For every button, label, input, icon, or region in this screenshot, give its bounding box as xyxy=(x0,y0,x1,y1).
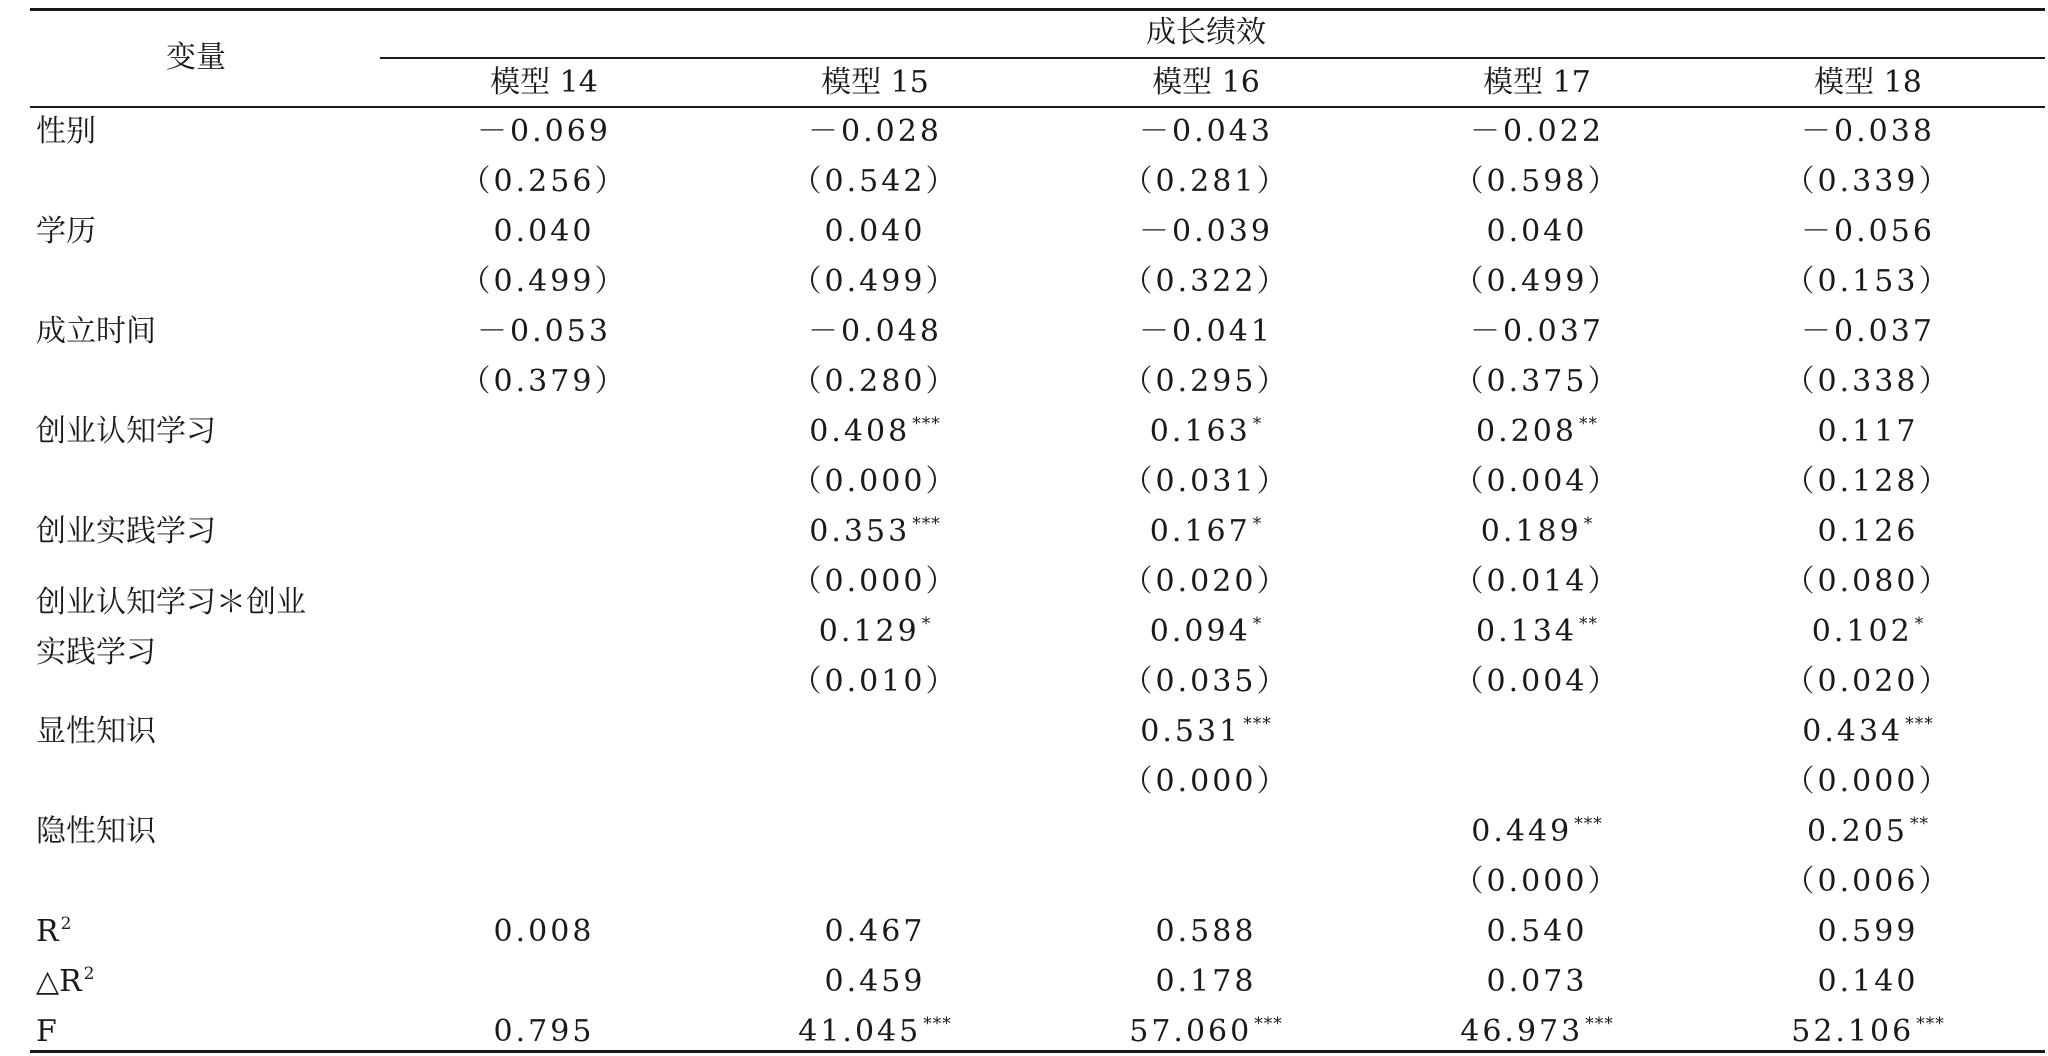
p-value-cell: （0.375） xyxy=(1453,364,1621,399)
row-label: 学历 xyxy=(36,214,96,249)
stat-value-cell: 41.045 *** xyxy=(798,1014,952,1049)
stat-value-cell: 0.599 xyxy=(1817,914,1919,949)
coefficient-cell: 0.205 ** xyxy=(1807,814,1929,849)
coefficient-cell: 0.189 * xyxy=(1480,514,1594,549)
coefficient-cell: －0.053 xyxy=(477,314,611,349)
coefficient-cell: －0.039 xyxy=(1139,214,1273,249)
stat-value-cell: 57.060 *** xyxy=(1129,1014,1283,1049)
header-bottom-rule xyxy=(30,106,2045,108)
model-header: 模型 14 xyxy=(490,65,598,100)
coefficient-cell: 0.102 * xyxy=(1811,614,1925,649)
p-value-cell: （0.004） xyxy=(1453,464,1621,499)
p-value-cell: （0.035） xyxy=(1122,664,1290,699)
coefficient-cell: 0.163 * xyxy=(1149,414,1263,449)
p-value-cell: （0.256） xyxy=(460,164,628,199)
coefficient-cell: 0.353 *** xyxy=(809,514,941,549)
p-value-cell: （0.128） xyxy=(1784,464,1952,499)
row-label: 显性知识 xyxy=(36,714,156,749)
row-label: 创业认知学习 xyxy=(36,414,216,449)
row-label: 隐性知识 xyxy=(36,814,156,849)
p-value-cell: （0.020） xyxy=(1784,664,1952,699)
coefficient-cell: －0.037 xyxy=(1801,314,1935,349)
p-value-cell: （0.031） xyxy=(1122,464,1290,499)
stat-value-cell: 0.008 xyxy=(493,914,595,949)
significance-stars: *** xyxy=(912,514,941,534)
superscript: 2 xyxy=(83,964,96,984)
row-label: 性别 xyxy=(36,114,96,149)
coefficient-cell: －0.056 xyxy=(1801,214,1935,249)
coefficient-cell: －0.041 xyxy=(1139,314,1273,349)
p-value-cell: （0.000） xyxy=(1784,764,1952,799)
p-value-cell: （0.499） xyxy=(1453,264,1621,299)
p-value-cell: （0.281） xyxy=(1122,164,1290,199)
stat-label: △R $^2$ xyxy=(36,964,96,999)
p-value-cell: （0.010） xyxy=(791,664,959,699)
top-rule xyxy=(30,8,2045,11)
stat-value-cell: 0.795 xyxy=(493,1014,595,1049)
group-header: 成长绩效 xyxy=(1146,15,1266,50)
coefficient-cell: －0.022 xyxy=(1470,114,1604,149)
row-label: 创业认知学习＊创业 xyxy=(36,585,306,620)
significance-stars: *** xyxy=(912,414,941,434)
stat-value-cell: 0.459 xyxy=(824,964,926,999)
row-label-cont: 实践学习 xyxy=(36,635,156,670)
stat-value-cell: 46.973 *** xyxy=(1460,1014,1614,1049)
p-value-cell: （0.379） xyxy=(460,364,628,399)
model-header: 模型 18 xyxy=(1814,65,1922,100)
coefficient-cell: 0.408 *** xyxy=(809,414,941,449)
stat-value-cell: 0.140 xyxy=(1817,964,1919,999)
stat-value-cell: 52.106 *** xyxy=(1791,1014,1945,1049)
p-value-cell: （0.338） xyxy=(1784,364,1952,399)
coefficient-cell: 0.208 ** xyxy=(1476,414,1598,449)
coefficient-cell: －0.048 xyxy=(808,314,942,349)
p-value-cell: （0.339） xyxy=(1784,164,1952,199)
stat-value-cell: 0.588 xyxy=(1155,914,1257,949)
significance-stars: *** xyxy=(1905,714,1934,734)
coefficient-cell: 0.449 *** xyxy=(1471,814,1603,849)
coefficient-cell: 0.040 xyxy=(1486,214,1588,249)
p-value-cell: （0.080） xyxy=(1784,564,1952,599)
stat-value-cell: 0.073 xyxy=(1486,964,1588,999)
coefficient-cell: 0.531 *** xyxy=(1140,714,1272,749)
p-value-cell: （0.322） xyxy=(1122,264,1290,299)
group-underline xyxy=(380,57,2045,59)
p-value-cell: （0.000） xyxy=(1453,864,1621,899)
p-value-cell: （0.295） xyxy=(1122,364,1290,399)
stat-label: F xyxy=(36,1014,57,1049)
p-value-cell: （0.006） xyxy=(1784,864,1952,899)
significance-stars: ** xyxy=(1578,414,1598,434)
model-header: 模型 17 xyxy=(1483,65,1591,100)
coefficient-cell: 0.040 xyxy=(824,214,926,249)
stat-value-cell: 0.540 xyxy=(1486,914,1588,949)
coefficient-cell: 0.434 *** xyxy=(1802,714,1934,749)
p-value-cell: （0.280） xyxy=(791,364,959,399)
significance-stars: * xyxy=(1252,514,1263,534)
significance-stars: * xyxy=(1583,514,1594,534)
superscript: 2 xyxy=(60,914,73,934)
coefficient-cell: －0.028 xyxy=(808,114,942,149)
row-label: 成立时间 xyxy=(36,314,156,349)
significance-stars: *** xyxy=(1243,714,1272,734)
coefficient-cell: 0.094 * xyxy=(1149,614,1263,649)
coefficient-cell: －0.043 xyxy=(1139,114,1273,149)
row-label: 创业实践学习 xyxy=(36,514,216,549)
coefficient-cell: 0.129 * xyxy=(818,614,932,649)
coefficient-cell: 0.134 ** xyxy=(1476,614,1598,649)
p-value-cell: （0.499） xyxy=(791,264,959,299)
p-value-cell: （0.000） xyxy=(791,464,959,499)
significance-stars: * xyxy=(921,614,932,634)
bottom-rule xyxy=(30,1050,2045,1053)
p-value-cell: （0.000） xyxy=(1122,764,1290,799)
significance-stars: *** xyxy=(1585,1014,1614,1034)
p-value-cell: （0.000） xyxy=(791,564,959,599)
coefficient-cell: －0.069 xyxy=(477,114,611,149)
p-value-cell: （0.542） xyxy=(791,164,959,199)
significance-stars: ** xyxy=(1909,814,1929,834)
p-value-cell: （0.153） xyxy=(1784,264,1952,299)
significance-stars: *** xyxy=(923,1014,952,1034)
significance-stars: *** xyxy=(1254,1014,1283,1034)
p-value-cell: （0.004） xyxy=(1453,664,1621,699)
significance-stars: ** xyxy=(1578,614,1598,634)
coefficient-cell: －0.037 xyxy=(1470,314,1604,349)
stat-value-cell: 0.467 xyxy=(824,914,926,949)
p-value-cell: （0.499） xyxy=(460,264,628,299)
stat-label: R $^2$ xyxy=(36,914,73,949)
significance-stars: * xyxy=(1914,614,1925,634)
coefficient-cell: 0.040 xyxy=(493,214,595,249)
variable-header: 变量 xyxy=(166,40,226,75)
significance-stars: *** xyxy=(1574,814,1603,834)
p-value-cell: （0.598） xyxy=(1453,164,1621,199)
significance-stars: * xyxy=(1252,414,1263,434)
stat-value-cell: 0.178 xyxy=(1155,964,1257,999)
significance-stars: *** xyxy=(1916,1014,1945,1034)
significance-stars: * xyxy=(1252,614,1263,634)
coefficient-cell: 0.167 * xyxy=(1149,514,1263,549)
coefficient-cell: －0.038 xyxy=(1801,114,1935,149)
model-header: 模型 16 xyxy=(1152,65,1260,100)
p-value-cell: （0.014） xyxy=(1453,564,1621,599)
p-value-cell: （0.020） xyxy=(1122,564,1290,599)
model-header: 模型 15 xyxy=(821,65,929,100)
coefficient-cell: 0.117 xyxy=(1817,414,1919,449)
coefficient-cell: 0.126 xyxy=(1817,514,1919,549)
